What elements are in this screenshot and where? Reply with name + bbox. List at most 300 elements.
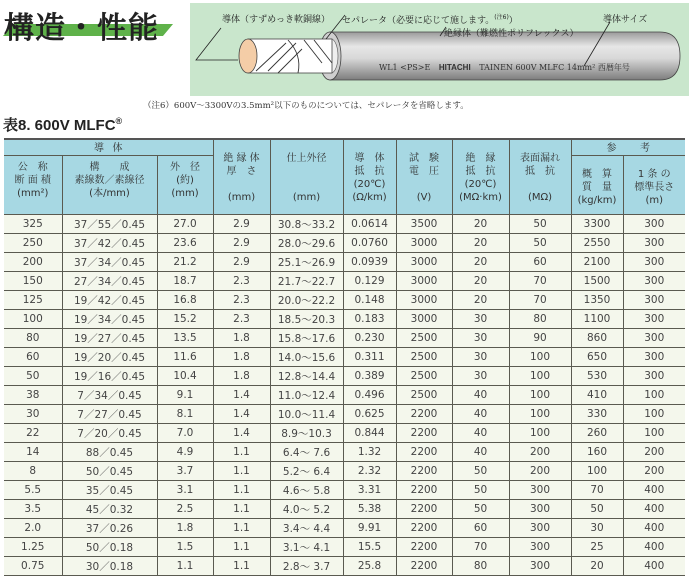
- cell-outer-diameter: 1.5: [157, 538, 213, 557]
- table-row: [4, 253, 685, 272]
- cell-nominal-area: 125: [4, 291, 62, 310]
- hdr-line: (m): [645, 195, 664, 206]
- hdr-line: 断 面 積: [14, 175, 51, 186]
- cell-surface-leakage: 300: [509, 500, 571, 519]
- conductor-size-label: 導体サイズ: [603, 15, 648, 25]
- cell-insulation-resistance: 30: [452, 329, 509, 348]
- hdr-line: 表面漏れ: [520, 153, 561, 164]
- cell-weight: 1500: [571, 272, 623, 291]
- cell-insulation-resistance: 40: [452, 443, 509, 462]
- cell-composition: 7／34／0.45: [62, 386, 157, 405]
- cell-standard-length: 200: [623, 443, 685, 462]
- hdr-text: 考: [640, 143, 651, 154]
- cell-composition: 37／0.26: [62, 519, 157, 538]
- cell-weight: 100: [571, 462, 623, 481]
- header-insulation-thickness: [213, 139, 270, 215]
- cell-surface-leakage: 100: [509, 424, 571, 443]
- cell-standard-length: 300: [623, 291, 685, 310]
- hdr-line: [397, 178, 452, 191]
- cell-conductor-resistance: 0.496: [343, 386, 396, 405]
- cell-weight: 3300: [571, 215, 623, 234]
- cell-composition: 19／34／0.45: [62, 310, 157, 329]
- print-brand: HITACHI: [438, 63, 471, 72]
- cell-surface-leakage: 300: [509, 538, 571, 557]
- cell-conductor-resistance: 25.8: [343, 557, 396, 576]
- cell-surface-leakage: 80: [509, 310, 571, 329]
- cell-insulation-thickness: 1.4: [213, 386, 270, 405]
- cell-conductor-resistance: 5.38: [343, 500, 396, 519]
- cell-weight: 530: [571, 367, 623, 386]
- insulation-label: 絶縁体（難燃性ポリフレックス）: [444, 29, 579, 39]
- cell-finished-diameter: 18.5～20.3: [270, 310, 343, 329]
- cell-weight: 2100: [571, 253, 623, 272]
- cell-test-voltage: 3000: [396, 291, 452, 310]
- cell-weight: 1350: [571, 291, 623, 310]
- cell-insulation-resistance: 20: [452, 215, 509, 234]
- cell-finished-diameter: 15.8～17.6: [270, 329, 343, 348]
- cell-conductor-resistance: 2.32: [343, 462, 396, 481]
- cell-insulation-resistance: 20: [452, 234, 509, 253]
- cell-nominal-area: 60: [4, 348, 62, 367]
- cell-outer-diameter: 11.6: [157, 348, 213, 367]
- table-row: [4, 405, 685, 424]
- print-part1: WL1 <PS>E: [379, 63, 431, 72]
- cell-weight: 30: [571, 519, 623, 538]
- print-part2: TAINEN 600V MLFC 14mm² 西暦年号: [479, 63, 630, 72]
- header-reference-group: [571, 139, 685, 156]
- cell-composition: 30／0.18: [62, 557, 157, 576]
- cell-nominal-area: 0.75: [4, 557, 62, 576]
- cell-nominal-area: 100: [4, 310, 62, 329]
- separator-label-text: セパレータ（必要に応じて施します。: [342, 16, 495, 26]
- cell-conductor-resistance: 0.844: [343, 424, 396, 443]
- cell-outer-diameter: 9.1: [157, 386, 213, 405]
- table-row: [4, 234, 685, 253]
- cell-insulation-resistance: 50: [452, 462, 509, 481]
- cell-test-voltage: 2200: [396, 424, 452, 443]
- cell-weight: 160: [571, 443, 623, 462]
- table-row: [4, 519, 685, 538]
- cell-conductor-resistance: 0.183: [343, 310, 396, 329]
- hdr-line: 抵 抗: [525, 166, 556, 177]
- cell-outer-diameter: 18.7: [157, 272, 213, 291]
- cell-test-voltage: 3500: [396, 215, 452, 234]
- cell-test-voltage: 2500: [396, 386, 452, 405]
- cell-nominal-area: 50: [4, 367, 62, 386]
- hdr-line: [214, 178, 270, 191]
- cell-insulation-thickness: 1.1: [213, 519, 270, 538]
- cell-standard-length: 300: [623, 329, 685, 348]
- cell-weight: 70: [571, 481, 623, 500]
- cell-test-voltage: 3000: [396, 234, 452, 253]
- cell-outer-diameter: 15.2: [157, 310, 213, 329]
- cell-insulation-thickness: 1.8: [213, 348, 270, 367]
- cell-conductor-resistance: 9.91: [343, 519, 396, 538]
- hdr-line: 外 径: [170, 162, 200, 173]
- cell-test-voltage: 2200: [396, 519, 452, 538]
- table-row: [4, 215, 685, 234]
- cell-insulation-thickness: 1.1: [213, 462, 270, 481]
- cell-outer-diameter: 23.6: [157, 234, 213, 253]
- cell-insulation-resistance: 20: [452, 272, 509, 291]
- cell-standard-length: 200: [623, 462, 685, 481]
- hdr-line: 公 称: [17, 162, 48, 173]
- table-row: [4, 462, 685, 481]
- cell-composition: 50／0.45: [62, 462, 157, 481]
- cell-insulation-thickness: 1.1: [213, 443, 270, 462]
- cell-insulation-thickness: 1.1: [213, 557, 270, 576]
- hdr-line: (kg/km): [577, 195, 617, 206]
- table-row: [4, 538, 685, 557]
- cell-standard-length: 100: [623, 424, 685, 443]
- cell-test-voltage: 2200: [396, 500, 452, 519]
- cell-insulation-resistance: 40: [452, 405, 509, 424]
- cell-test-voltage: 2200: [396, 481, 452, 500]
- cell-standard-length: 300: [623, 215, 685, 234]
- cell-standard-length: 300: [623, 348, 685, 367]
- separator-label: [342, 12, 518, 26]
- table-row: [4, 386, 685, 405]
- cell-weight: 330: [571, 405, 623, 424]
- cell-conductor-resistance: 0.389: [343, 367, 396, 386]
- hdr-line: 抵 抗: [465, 166, 496, 177]
- hdr-line: 標準長さ: [634, 182, 675, 193]
- table-title-text: 表8. 600V MLFC: [3, 117, 116, 134]
- cell-standard-length: 300: [623, 272, 685, 291]
- cell-test-voltage: 2200: [396, 538, 452, 557]
- cell-composition: 35／0.45: [62, 481, 157, 500]
- hdr-line: (mm): [292, 192, 321, 203]
- cell-surface-leakage: 300: [509, 557, 571, 576]
- cell-standard-length: 400: [623, 481, 685, 500]
- section-banner: [0, 0, 190, 48]
- cell-insulation-resistance: 30: [452, 310, 509, 329]
- cell-surface-leakage: 100: [509, 348, 571, 367]
- cell-weight: 50: [571, 500, 623, 519]
- cell-insulation-thickness: 1.8: [213, 329, 270, 348]
- cell-insulation-thickness: 1.1: [213, 481, 270, 500]
- cell-outer-diameter: 3.1: [157, 481, 213, 500]
- cell-composition: 7／27／0.45: [62, 405, 157, 424]
- cell-nominal-area: 38: [4, 386, 62, 405]
- cell-nominal-area: 22: [4, 424, 62, 443]
- cell-test-voltage: 2200: [396, 405, 452, 424]
- header-insulation-resistance: [452, 139, 509, 215]
- cell-surface-leakage: 200: [509, 443, 571, 462]
- cell-composition: 45／0.32: [62, 500, 157, 519]
- cell-surface-leakage: 300: [509, 519, 571, 538]
- cell-finished-diameter: 6.4～ 7.6: [270, 443, 343, 462]
- hdr-text: 参: [606, 143, 617, 154]
- cell-weight: 860: [571, 329, 623, 348]
- cell-insulation-thickness: 1.1: [213, 538, 270, 557]
- cell-finished-diameter: 2.8～ 3.7: [270, 557, 343, 576]
- cell-nominal-area: 325: [4, 215, 62, 234]
- hdr-line: 試 験: [409, 153, 440, 164]
- hdr-line: 素線数／素線径: [74, 175, 145, 186]
- cell-finished-diameter: 25.1～26.9: [270, 253, 343, 272]
- cell-standard-length: 100: [623, 405, 685, 424]
- cell-standard-length: 400: [623, 557, 685, 576]
- cell-surface-leakage: 200: [509, 462, 571, 481]
- cell-composition: 19／20／0.45: [62, 348, 157, 367]
- hdr-line: [271, 165, 343, 178]
- hdr-line: 質 量: [582, 182, 613, 193]
- cell-insulation-resistance: 20: [452, 291, 509, 310]
- cell-insulation-thickness: 1.4: [213, 424, 270, 443]
- table-row: [4, 367, 685, 386]
- cell-conductor-resistance: 0.0614: [343, 215, 396, 234]
- cell-conductor-resistance: 1.32: [343, 443, 396, 462]
- cell-finished-diameter: 10.0～11.4: [270, 405, 343, 424]
- hdr-line: (20℃): [464, 179, 497, 190]
- table-row: [4, 424, 685, 443]
- cell-weight: 410: [571, 386, 623, 405]
- cell-conductor-resistance: 0.625: [343, 405, 396, 424]
- cell-test-voltage: 2500: [396, 348, 452, 367]
- cell-composition: 50／0.18: [62, 538, 157, 557]
- cell-outer-diameter: 2.5: [157, 500, 213, 519]
- header-finished-diameter: [270, 139, 343, 215]
- cell-nominal-area: 200: [4, 253, 62, 272]
- cell-nominal-area: 150: [4, 272, 62, 291]
- cell-finished-diameter: 21.7～22.7: [270, 272, 343, 291]
- cell-outer-diameter: 4.9: [157, 443, 213, 462]
- cell-finished-diameter: 12.8～14.4: [270, 367, 343, 386]
- hdr-line: (mm): [227, 192, 256, 203]
- table-row: [4, 272, 685, 291]
- cell-finished-diameter: 4.0～ 5.2: [270, 500, 343, 519]
- cell-composition: 27／34／0.45: [62, 272, 157, 291]
- cell-composition: 19／42／0.45: [62, 291, 157, 310]
- table-row: [4, 310, 685, 329]
- hdr-line: (本/mm): [89, 188, 130, 199]
- cell-outer-diameter: 13.5: [157, 329, 213, 348]
- cell-composition: 37／42／0.45: [62, 234, 157, 253]
- cell-composition: 7／20／0.45: [62, 424, 157, 443]
- cell-nominal-area: 3.5: [4, 500, 62, 519]
- cell-insulation-resistance: 30: [452, 348, 509, 367]
- cell-insulation-thickness: 1.1: [213, 500, 270, 519]
- cell-test-voltage: 2500: [396, 329, 452, 348]
- cell-composition: 88／0.45: [62, 443, 157, 462]
- cell-test-voltage: 2200: [396, 462, 452, 481]
- hdr-line: 構 成: [89, 162, 130, 173]
- cell-surface-leakage: 50: [509, 215, 571, 234]
- section-title: 構造・性能: [4, 11, 159, 46]
- hdr-line: 絶 縁 体: [223, 153, 260, 164]
- cell-insulation-resistance: 50: [452, 481, 509, 500]
- cell-test-voltage: 3000: [396, 253, 452, 272]
- cell-outer-diameter: 1.8: [157, 519, 213, 538]
- cell-standard-length: 400: [623, 500, 685, 519]
- cable-structure-diagram: [190, 3, 689, 96]
- hdr-line: (Ω/km): [352, 192, 387, 203]
- hdr-line: (mm): [171, 188, 199, 199]
- cell-weight: 2550: [571, 234, 623, 253]
- header-surface-leakage: [509, 139, 571, 215]
- cell-insulation-resistance: 40: [452, 424, 509, 443]
- table-row: [4, 557, 685, 576]
- hdr-line: [271, 178, 343, 191]
- hdr-text: 導: [94, 143, 104, 154]
- cell-insulation-resistance: 60: [452, 519, 509, 538]
- cell-outer-diameter: 3.7: [157, 462, 213, 481]
- cell-conductor-resistance: 15.5: [343, 538, 396, 557]
- cell-finished-diameter: 3.1～ 4.1: [270, 538, 343, 557]
- cell-insulation-thickness: 1.4: [213, 405, 270, 424]
- hdr-line: 概 算: [582, 169, 613, 180]
- separator-note-ref: (注6): [494, 14, 509, 21]
- table-row: [4, 443, 685, 462]
- header-conductor-resistance: [343, 139, 396, 215]
- cell-test-voltage: 2200: [396, 557, 452, 576]
- registered-mark: ®: [115, 116, 123, 126]
- cell-insulation-thickness: 1.8: [213, 367, 270, 386]
- hdr-line: (mm²): [17, 188, 49, 199]
- hdr-line: (MΩ): [527, 192, 553, 203]
- cell-surface-leakage: 300: [509, 481, 571, 500]
- cell-conductor-resistance: 0.311: [343, 348, 396, 367]
- cell-insulation-resistance: 40: [452, 386, 509, 405]
- cell-weight: 260: [571, 424, 623, 443]
- table-title: [3, 114, 122, 135]
- cell-insulation-resistance: 20: [452, 253, 509, 272]
- cell-finished-diameter: 20.0～22.2: [270, 291, 343, 310]
- cell-weight: 1100: [571, 310, 623, 329]
- cell-outer-diameter: 16.8: [157, 291, 213, 310]
- cell-test-voltage: 3000: [396, 310, 452, 329]
- cell-conductor-resistance: 3.31: [343, 481, 396, 500]
- hdr-line: (V): [416, 192, 432, 203]
- hdr-text: 体: [112, 143, 123, 154]
- header-weight: [571, 156, 623, 215]
- header-outer-diameter: [157, 156, 213, 215]
- hdr-line: 電 圧: [409, 166, 440, 177]
- cell-insulation-thickness: 2.9: [213, 234, 270, 253]
- cell-nominal-area: 8: [4, 462, 62, 481]
- cell-weight: 20: [571, 557, 623, 576]
- cell-conductor-resistance: 0.0939: [343, 253, 396, 272]
- cell-conductor-resistance: 0.0760: [343, 234, 396, 253]
- cell-finished-diameter: 11.0～12.4: [270, 386, 343, 405]
- cell-conductor-resistance: 0.129: [343, 272, 396, 291]
- cell-nominal-area: 2.0: [4, 519, 62, 538]
- cell-finished-diameter: 4.6～ 5.8: [270, 481, 343, 500]
- cell-test-voltage: 3000: [396, 272, 452, 291]
- header-conductor-group: [4, 139, 213, 156]
- cable-print-text: [379, 62, 630, 73]
- cell-standard-length: 300: [623, 310, 685, 329]
- hdr-line: (20℃): [353, 179, 386, 190]
- cell-insulation-resistance: 70: [452, 538, 509, 557]
- hdr-line: (MΩ·km): [459, 192, 502, 203]
- cell-finished-diameter: 30.8～33.2: [270, 215, 343, 234]
- hdr-line: 絶 縁: [465, 153, 496, 164]
- hdr-line: 抵 抗: [354, 166, 385, 177]
- cell-surface-leakage: 100: [509, 405, 571, 424]
- cell-weight: 650: [571, 348, 623, 367]
- table-row: [4, 481, 685, 500]
- cell-outer-diameter: 1.1: [157, 557, 213, 576]
- hdr-line: 導 体: [354, 153, 385, 164]
- cell-outer-diameter: 7.0: [157, 424, 213, 443]
- cell-standard-length: 300: [623, 253, 685, 272]
- cell-standard-length: 300: [623, 367, 685, 386]
- separator-label-close: ）: [508, 16, 518, 26]
- spec-table: [4, 138, 685, 576]
- table-row: [4, 348, 685, 367]
- header-nominal-area: [4, 156, 62, 215]
- cell-finished-diameter: 28.0～29.6: [270, 234, 343, 253]
- cell-test-voltage: 2200: [396, 443, 452, 462]
- cell-outer-diameter: 27.0: [157, 215, 213, 234]
- cell-nominal-area: 5.5: [4, 481, 62, 500]
- cell-outer-diameter: 10.4: [157, 367, 213, 386]
- cell-surface-leakage: 90: [509, 329, 571, 348]
- cell-outer-diameter: 8.1: [157, 405, 213, 424]
- cell-standard-length: 300: [623, 234, 685, 253]
- hdr-line: 仕上外径: [286, 153, 327, 164]
- spec-table-body: [4, 215, 685, 576]
- cell-insulation-thickness: 2.9: [213, 215, 270, 234]
- hdr-line: (約): [176, 175, 194, 186]
- cell-insulation-resistance: 30: [452, 367, 509, 386]
- cell-insulation-thickness: 2.3: [213, 310, 270, 329]
- footnote: （注6）600V～3300Vの3.5mm²以下のものについては、セパレータを省略します。: [143, 101, 469, 111]
- cell-insulation-thickness: 2.3: [213, 272, 270, 291]
- cell-surface-leakage: 60: [509, 253, 571, 272]
- cell-composition: 37／55／0.45: [62, 215, 157, 234]
- cell-surface-leakage: 70: [509, 272, 571, 291]
- cell-composition: 19／27／0.45: [62, 329, 157, 348]
- cell-insulation-thickness: 2.3: [213, 291, 270, 310]
- cell-conductor-resistance: 0.148: [343, 291, 396, 310]
- cell-nominal-area: 250: [4, 234, 62, 253]
- table-row: [4, 291, 685, 310]
- cell-insulation-resistance: 80: [452, 557, 509, 576]
- header-standard-length: [623, 156, 685, 215]
- cell-finished-diameter: 5.2～ 6.4: [270, 462, 343, 481]
- cell-finished-diameter: 3.4～ 4.4: [270, 519, 343, 538]
- cell-conductor-resistance: 0.230: [343, 329, 396, 348]
- cell-surface-leakage: 50: [509, 234, 571, 253]
- hdr-line: 厚 さ: [226, 166, 257, 177]
- table-row: [4, 500, 685, 519]
- cell-surface-leakage: 70: [509, 291, 571, 310]
- table-row: [4, 329, 685, 348]
- cell-standard-length: 400: [623, 538, 685, 557]
- cell-outer-diameter: 21.2: [157, 253, 213, 272]
- cell-nominal-area: 80: [4, 329, 62, 348]
- header-test-voltage: [396, 139, 452, 215]
- cell-finished-diameter: 14.0～15.6: [270, 348, 343, 367]
- cell-standard-length: 400: [623, 519, 685, 538]
- cell-standard-length: 100: [623, 386, 685, 405]
- hdr-line: [510, 178, 571, 191]
- cell-test-voltage: 2500: [396, 367, 452, 386]
- cell-insulation-thickness: 2.9: [213, 253, 270, 272]
- cell-nominal-area: 14: [4, 443, 62, 462]
- cell-surface-leakage: 100: [509, 386, 571, 405]
- cell-surface-leakage: 100: [509, 367, 571, 386]
- cell-nominal-area: 30: [4, 405, 62, 424]
- cell-composition: 19／16／0.45: [62, 367, 157, 386]
- cell-composition: 37／34／0.45: [62, 253, 157, 272]
- header-composition: [62, 156, 157, 215]
- hdr-line: 1 条 の: [637, 169, 671, 180]
- cell-insulation-resistance: 50: [452, 500, 509, 519]
